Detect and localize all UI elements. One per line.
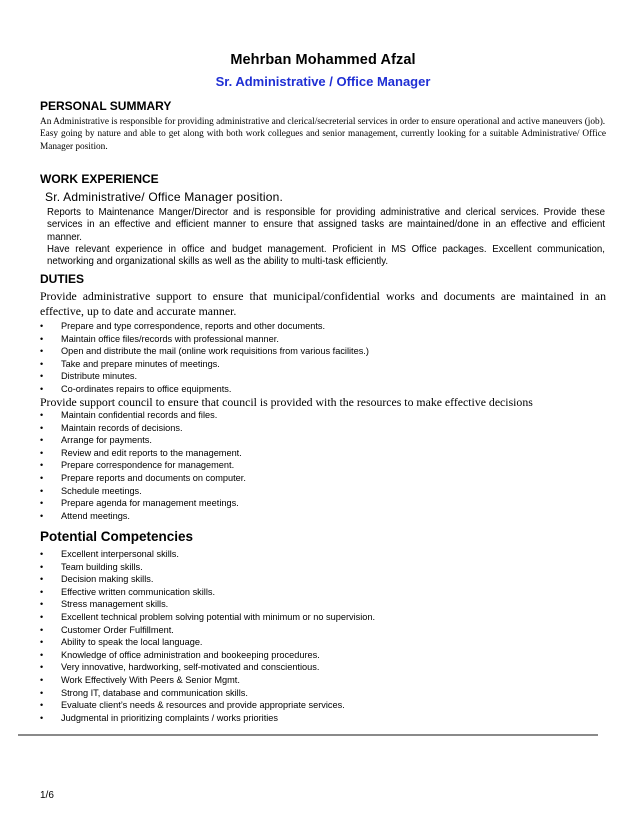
- list-item-text: Customer Order Fulfillment.: [61, 624, 174, 635]
- list-item-text: Prepare correspondence for management.: [61, 460, 235, 471]
- position-title: Sr. Administrative/ Office Manager position.: [45, 190, 284, 204]
- bullet-icon: •: [40, 321, 44, 331]
- list-item: [40, 447, 246, 460]
- list-item-text: Open and distribute the mail (online work requisitions from various facilites.): [61, 346, 369, 357]
- duties-intro-2: Provide support council to ensure that council is provided with the resources to make effective decisions: [40, 395, 533, 409]
- bullet-icon: •: [40, 549, 44, 559]
- personal-summary-heading: PERSONAL SUMMARY: [40, 99, 172, 113]
- list-item: [40, 434, 246, 447]
- bullet-icon: •: [40, 447, 44, 458]
- list-item: [40, 674, 375, 687]
- candidate-name: Mehrban Mohammed Afzal: [230, 52, 416, 68]
- list-item-text: Schedule meetings.: [61, 485, 142, 496]
- list-item: [40, 358, 369, 371]
- bullet-icon: •: [40, 611, 44, 622]
- list-item: [40, 573, 375, 586]
- list-item-text: Effective written communication skills.: [61, 586, 216, 597]
- list-item: [40, 370, 369, 383]
- bullet-icon: •: [40, 561, 44, 572]
- bullet-icon: •: [40, 662, 44, 673]
- bullet-icon: •: [40, 333, 44, 344]
- list-item: [40, 699, 375, 712]
- bullet-icon: •: [40, 637, 44, 648]
- list-item-text: Review and edit reports to the management.: [61, 447, 242, 458]
- list-item: [40, 598, 375, 611]
- summary-paragraph-2: Easy going by nature and able to get along with both work collegues and senior management, currently looking for a suitable Administrative/ Office Manager position.: [40, 129, 606, 152]
- list-item: [40, 383, 369, 396]
- list-item-text: Prepare and type correspondence, reports and other documents.: [61, 321, 326, 331]
- personal-summary: [40, 116, 606, 153]
- bullet-icon: •: [40, 687, 44, 698]
- bullet-icon: •: [40, 624, 44, 635]
- list-item-text: Prepare reports and documents on computer.: [61, 472, 246, 483]
- list-item: [40, 320, 369, 333]
- list-item-text: Prepare agenda for management meetings.: [61, 498, 239, 509]
- duties-list-2: [40, 409, 246, 522]
- bullet-icon: •: [40, 358, 44, 369]
- list-item: [40, 636, 375, 649]
- list-item: [40, 497, 246, 510]
- list-item: [40, 485, 246, 498]
- list-item-text: Maintain office files/records with professional manner.: [61, 333, 279, 344]
- list-item-text: Decision making skills.: [61, 574, 154, 585]
- bullet-icon: •: [40, 435, 44, 446]
- bullet-icon: •: [40, 510, 44, 521]
- list-item: [40, 712, 375, 725]
- list-item-text: Very innovative, hardworking, self-motivated and conscientious.: [61, 662, 320, 673]
- list-item: [40, 472, 246, 485]
- bullet-icon: •: [40, 472, 44, 483]
- work-paragraph-2: Have relevant experience in office and budget management. Proficient in MS Office packages. Excellent communication, networking and organizational skills as well as the ability to multi-task efficiently.: [47, 243, 605, 268]
- bullet-icon: •: [40, 574, 44, 585]
- horizontal-divider: [18, 734, 598, 736]
- bullet-icon: •: [40, 649, 44, 660]
- list-item: [40, 510, 246, 523]
- list-item: [40, 649, 375, 662]
- list-item-text: Arrange for payments.: [61, 435, 152, 446]
- job-title: Sr. Administrative / Office Manager: [215, 74, 431, 89]
- list-item-text: Attend meetings.: [61, 510, 130, 521]
- list-item-text: Strong IT, database and communication skills.: [61, 687, 248, 698]
- list-item-text: Judgmental in prioritizing complaints / works priorities: [61, 712, 279, 723]
- list-item: [40, 624, 375, 637]
- list-item: [40, 409, 246, 422]
- duties-heading: DUTIES: [40, 272, 85, 286]
- list-item-text: Maintain records of decisions.: [61, 422, 183, 433]
- bullet-icon: •: [40, 498, 44, 509]
- duties-intro-1: Provide administrative support to ensure that municipal/confidential works and documents are maintained in an effective, up to date and accurate manner.: [40, 289, 606, 318]
- list-item: [40, 422, 246, 435]
- list-item-text: Co-ordinates repairs to office equipments.: [61, 383, 232, 394]
- list-item: [40, 333, 369, 346]
- list-item-text: Maintain confidential records and files.: [61, 410, 218, 420]
- work-experience-text: [47, 207, 605, 268]
- list-item-text: Ability to speak the local language.: [61, 637, 203, 648]
- summary-paragraph-1: An Administrative is responsible for providing administrative and clerical/secreterial services in order to ensure operational and active maneuvers (job).: [40, 117, 606, 127]
- list-item-text: Knowledge of office administration and bookeeping procedures.: [61, 649, 320, 660]
- list-item: [40, 548, 375, 561]
- bullet-icon: •: [40, 712, 44, 723]
- duties-list-1: [40, 320, 369, 396]
- list-item-text: Distribute minutes.: [61, 371, 138, 382]
- work-paragraph-1: Reports to Maintenance Manger/Director and is responsible for providing administrative and clerical services. Provide these services in an effective and efficient manner to ensure that assigned tasks are maintained/done in an effective and efficient manner.: [47, 207, 605, 243]
- bullet-icon: •: [40, 383, 44, 394]
- list-item-text: Work Effectively With Peers & Senior Mgmt.: [61, 674, 240, 685]
- bullet-icon: •: [40, 700, 44, 711]
- bullet-icon: •: [40, 485, 44, 496]
- list-item-text: Excellent technical problem solving potential with minimum or no supervision.: [61, 611, 376, 622]
- list-item: [40, 459, 246, 472]
- work-experience-heading: WORK EXPERIENCE: [40, 172, 159, 186]
- bullet-icon: •: [40, 422, 44, 433]
- bullet-icon: •: [40, 586, 44, 597]
- bullet-icon: •: [40, 371, 44, 382]
- list-item: [40, 687, 375, 700]
- list-item-text: Take and prepare minutes of meetings.: [61, 358, 220, 369]
- list-item: [40, 586, 375, 599]
- list-item: [40, 561, 375, 574]
- bullet-icon: •: [40, 460, 44, 471]
- competencies-heading: Potential Competencies: [40, 529, 194, 544]
- page-number: 1/6: [40, 790, 54, 801]
- bullet-icon: •: [40, 410, 44, 420]
- bullet-icon: •: [40, 346, 44, 357]
- list-item: [40, 345, 369, 358]
- bullet-icon: •: [40, 599, 44, 610]
- list-item-text: Excellent interpersonal skills.: [61, 549, 179, 559]
- list-item-text: Team building skills.: [61, 561, 143, 572]
- list-item-text: Evaluate client’s needs & resources and provide appropriate services.: [61, 700, 345, 711]
- competencies-list: [40, 548, 375, 724]
- bullet-icon: •: [40, 674, 44, 685]
- list-item-text: Stress management skills.: [61, 599, 169, 610]
- list-item: [40, 611, 375, 624]
- list-item: [40, 661, 375, 674]
